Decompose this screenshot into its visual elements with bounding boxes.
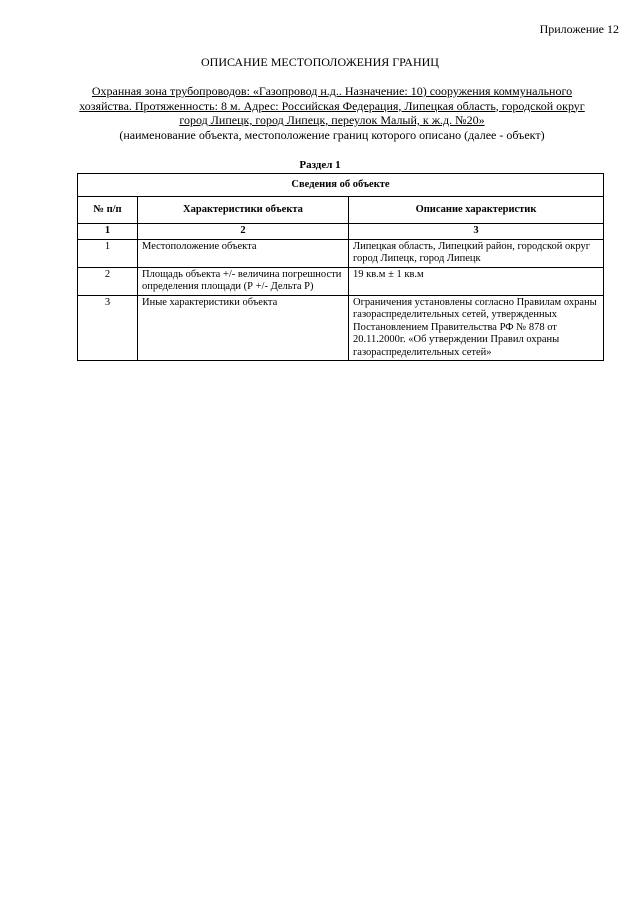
column-number: 3 [349, 224, 604, 240]
row-number: 1 [78, 239, 138, 267]
object-info-table [77, 173, 604, 361]
column-number: 1 [78, 224, 138, 240]
column-header-characteristic: Характеристики объекта [138, 197, 349, 224]
table-caption-row [78, 174, 604, 197]
row-description: 19 кв.м ± 1 кв.м [349, 267, 604, 295]
object-name: Охранная зона трубопроводов: «Газопровод н.д.. Назначение: 10) сооружения коммунального хозяйства. Протяженность: 8 м. Адрес: Российская Федерация, Липецкая область, городской округ город Липецк, город Липецк, переулок Малый, к ж.д. №20» [79, 84, 585, 127]
document-title: ОПИСАНИЕ МЕСТОПОЛОЖЕНИЯ ГРАНИЦ [201, 55, 439, 69]
table-row [78, 239, 604, 267]
column-number-row [78, 224, 604, 240]
appendix-label: Приложение 12 [539, 22, 619, 36]
row-characteristic: Площадь объекта +/- величина погрешности определения площади (Р +/- Дельта Р) [138, 267, 349, 295]
row-characteristic: Местоположение объекта [138, 239, 349, 267]
row-description: Ограничения установлены согласно Правилам охраны газораспределительных сетей, утвержденных Постановлением Правительства РФ № 878 от 20.11.2000г. «Об утверждении Правил охраны газораспределительных сетей» [349, 295, 604, 361]
column-header-description: Описание характеристик [349, 197, 604, 224]
object-caption: (наименование объекта, местоположение границ которого описано (далее - объект) [119, 127, 545, 142]
column-header-number: № п/п [78, 197, 138, 224]
table-row [78, 267, 604, 295]
object-description [70, 84, 594, 142]
table-caption: Сведения об объекте [78, 174, 604, 197]
table-header-row [78, 197, 604, 224]
column-number: 2 [138, 224, 349, 240]
section-title: Раздел 1 [299, 159, 341, 171]
row-description: Липецкая область, Липецкий район, городской округ город Липецк, город Липецк [349, 239, 604, 267]
table-row [78, 295, 604, 361]
row-number: 2 [78, 267, 138, 295]
row-characteristic: Иные характеристики объекта [138, 295, 349, 361]
row-number: 3 [78, 295, 138, 361]
